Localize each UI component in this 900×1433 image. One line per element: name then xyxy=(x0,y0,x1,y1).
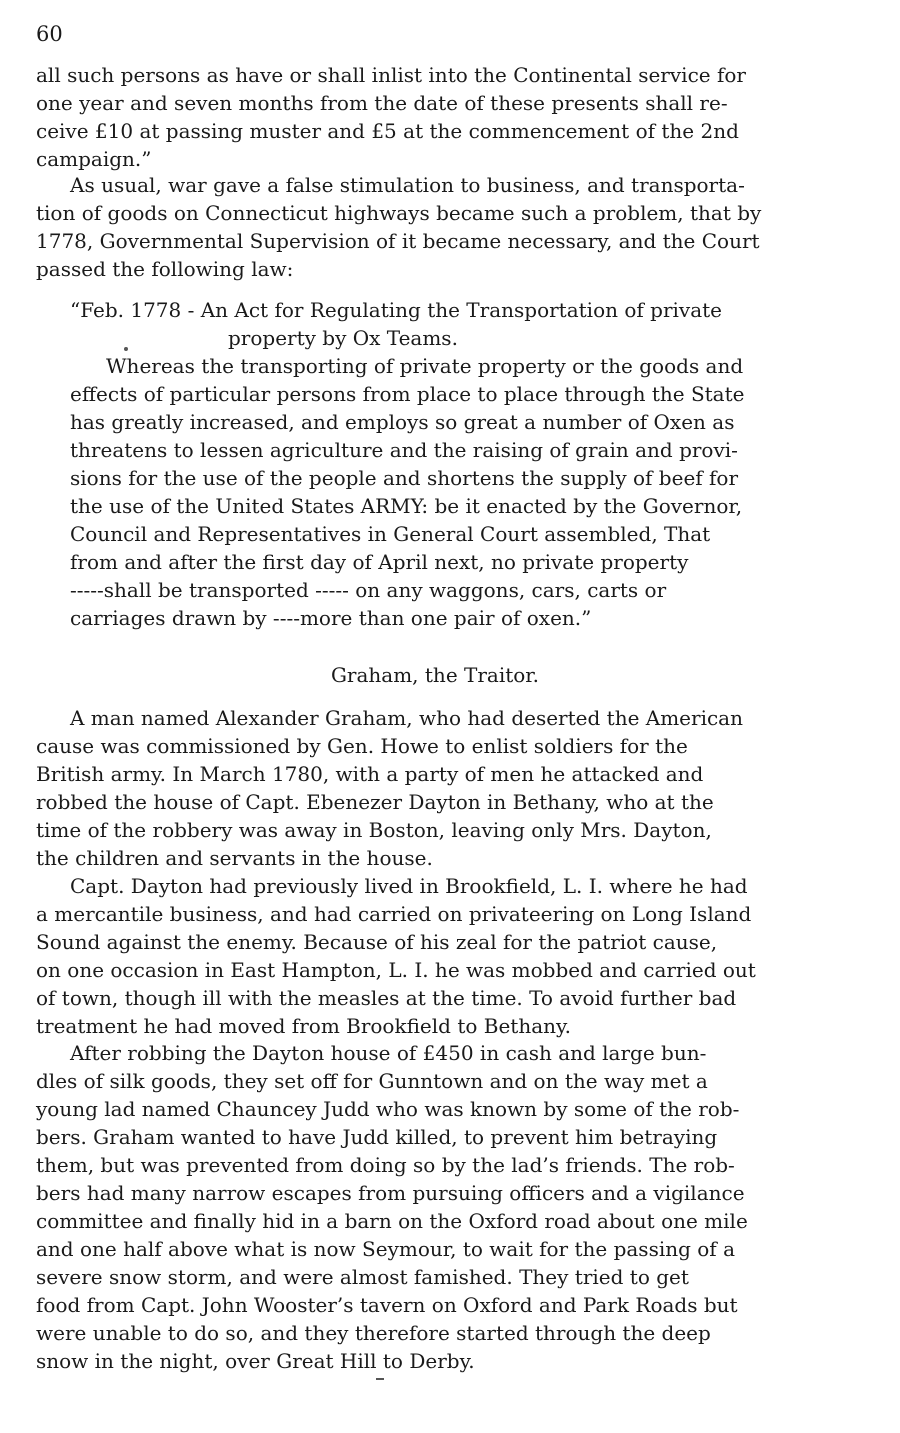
section-heading: Graham, the Traitor. xyxy=(330,663,540,687)
text-line: all such persons as have or shall inlist into the Continental service for xyxy=(36,63,746,87)
text-line: As usual, war gave a false stimulation to business, and transporta- xyxy=(70,173,745,197)
graham-paragraph-2 xyxy=(36,872,871,1040)
text-line: -----shall be transported ----- on any waggons, cars, carts or xyxy=(70,578,667,602)
page-number: 60 xyxy=(36,22,63,46)
text-line: young lad named Chauncey Judd who was known by some of the rob- xyxy=(36,1097,740,1121)
transport-paragraph xyxy=(36,171,871,283)
text-line: Whereas the transporting of private property or the goods and xyxy=(106,354,744,378)
text-line: Capt. Dayton had previously lived in Brookfield, L. I. where he had xyxy=(70,874,748,898)
text-line: campaign.” xyxy=(36,147,152,171)
text-line: Council and Representatives in General Court assembled, That xyxy=(70,522,711,546)
text-line: has greatly increased, and employs so great a number of Oxen as xyxy=(70,410,735,434)
text-line: one year and seven months from the date of these presents shall re- xyxy=(36,91,728,115)
text-line: effects of particular persons from place to place through the State xyxy=(70,382,745,406)
text-line: committee and finally hid in a barn on the Oxford road about one mile xyxy=(36,1209,748,1233)
print-speck xyxy=(124,347,128,351)
text-line: ceive £10 at passing muster and £5 at the commencement of the 2nd xyxy=(36,119,739,143)
act-title-continuation: property by Ox Teams. xyxy=(228,326,458,350)
text-line: them, but was prevented from doing so by the lad’s friends. The rob- xyxy=(36,1153,735,1177)
text-line: from and after the first day of April next, no private property xyxy=(70,550,689,574)
graham-paragraph-1 xyxy=(36,704,871,872)
text-line: food from Capt. John Wooster’s tavern on Oxford and Park Roads but xyxy=(36,1293,738,1317)
text-line: a mercantile business, and had carried on privateering on Long Island xyxy=(36,902,752,926)
text-line: robbed the house of Capt. Ebenezer Dayton in Bethany, who at the xyxy=(36,790,714,814)
text-line: on one occasion in East Hampton, L. I. he was mobbed and carried out xyxy=(36,958,756,982)
text-line: time of the robbery was away in Boston, leaving only Mrs. Dayton, xyxy=(36,818,712,842)
text-line: of town, though ill with the measles at the time. To avoid further bad xyxy=(36,986,737,1010)
text-line: tion of goods on Connecticut highways became such a problem, that by xyxy=(36,201,762,225)
text-line: dles of silk goods, they set off for Gunntown and on the way met a xyxy=(36,1069,708,1093)
text-line: Sound against the enemy. Because of his zeal for the patriot cause, xyxy=(36,930,718,954)
text-line: British army. In March 1780, with a party of men he attacked and xyxy=(36,762,704,786)
text-line: and one half above what is now Seymour, to wait for the passing of a xyxy=(36,1237,735,1261)
act-title-line: “Feb. 1778 - An Act for Regulating the Transportation of private xyxy=(70,298,723,322)
text-line: A man named Alexander Graham, who had deserted the American xyxy=(70,706,743,730)
text-line: the children and servants in the house. xyxy=(36,846,433,870)
quoted-act xyxy=(36,296,871,632)
continuation-paragraph xyxy=(36,61,871,173)
text-line: 1778, Governmental Supervision of it became necessary, and the Court xyxy=(36,229,760,253)
graham-paragraph-3 xyxy=(36,1039,871,1375)
text-line: bers. Graham wanted to have Judd killed, to prevent him betraying xyxy=(36,1125,718,1149)
text-line: bers had many narrow escapes from pursuing officers and a vigilance xyxy=(36,1181,745,1205)
text-line: sions for the use of the people and shortens the supply of beef for xyxy=(70,466,739,490)
text-line: After robbing the Dayton house of £450 in cash and large bun- xyxy=(70,1041,707,1065)
text-line: threatens to lessen agriculture and the raising of grain and provi- xyxy=(70,438,738,462)
text-line: the use of the United States ARMY: be it enacted by the Governor, xyxy=(70,494,743,518)
text-line: carriages drawn by ----more than one pair of oxen.” xyxy=(70,606,592,630)
text-line: were unable to do so, and they therefore started through the deep xyxy=(36,1321,711,1345)
text-line: treatment he had moved from Brookfield to Bethany. xyxy=(36,1014,572,1038)
text-line: severe snow storm, and were almost famished. They tried to get xyxy=(36,1265,689,1289)
print-speck xyxy=(376,1378,384,1380)
text-line: cause was commissioned by Gen. Howe to enlist soldiers for the xyxy=(36,734,688,758)
text-line: snow in the night, over Great Hill to Derby. xyxy=(36,1349,475,1373)
text-line: passed the following law: xyxy=(36,257,294,281)
